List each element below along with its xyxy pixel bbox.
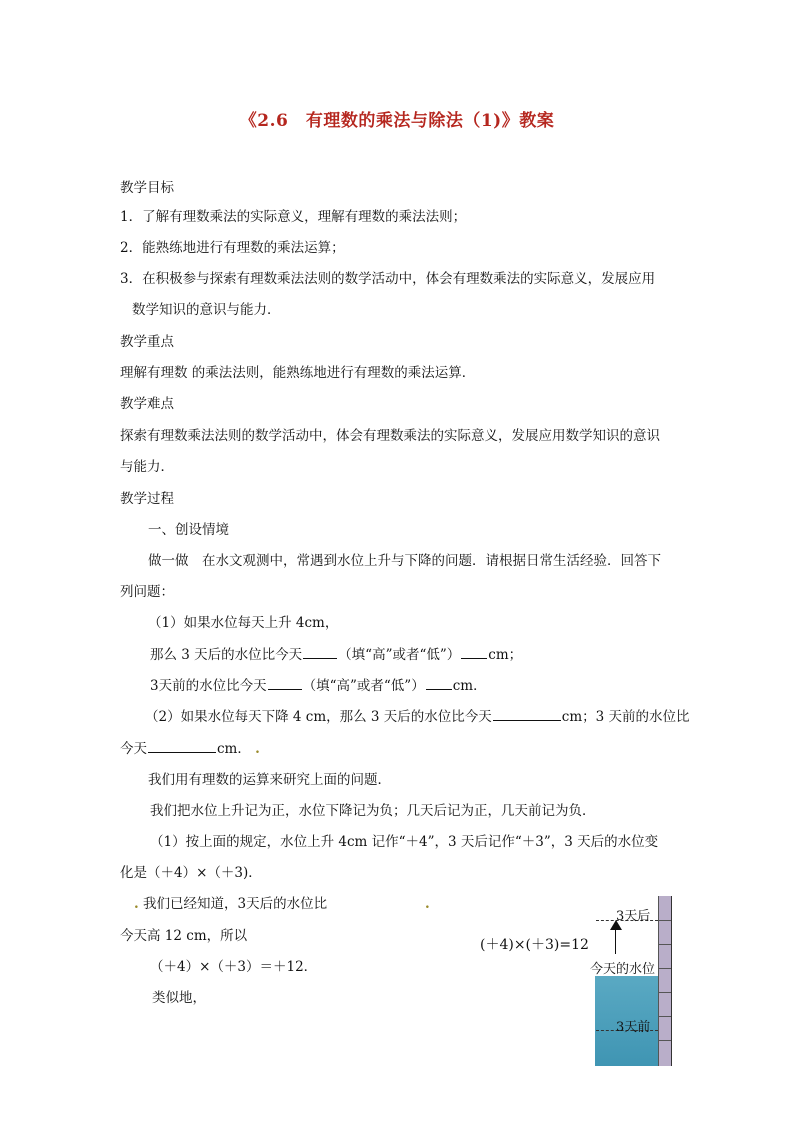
answer-blank[interactable]: [461, 645, 487, 659]
convention-line: 我们把水位上升记为正，水位下降记为负；几天后记为正，几天前记为负．: [150, 803, 596, 819]
key-points-text: 理解有理数 的乘法法则，能熟练地进行有理数的乘法运算．: [120, 365, 476, 381]
page-title: 《2.6 有理数的乘法与除法（1)》教案: [239, 111, 555, 131]
objective-item-3: 3．在积极参与探索有理数乘法法则的数学活动中，体会有理数乘法的实际意义，发展应用: [120, 271, 656, 287]
objective-item-2: 2．能熟练地进行有理数的乘法运算；: [120, 240, 345, 256]
water-level-figure: [470, 892, 680, 1072]
answer-blank[interactable]: [303, 645, 337, 659]
stray-dot: .: [134, 896, 139, 912]
question-2b-unit: cm．: [217, 741, 251, 757]
question-1a: [150, 645, 522, 665]
label-today-level: 今天的水位: [590, 962, 656, 977]
question-1a-text: 那么 3 天后的水位比今天: [150, 647, 303, 663]
label-3-days-before: 3天前: [616, 1020, 651, 1035]
question-1: （1）如果水位每天上升 4cm，: [148, 615, 339, 631]
known-line: [134, 894, 327, 914]
answer-blank[interactable]: [268, 676, 302, 690]
stray-dot: .: [255, 741, 260, 757]
question-1b: [150, 676, 487, 696]
difficulties-heading: 教学难点: [120, 396, 174, 412]
question-2: [145, 707, 690, 727]
stray-dot: .: [425, 896, 430, 912]
calc-line: （＋4）×（＋3）＝＋12．: [150, 959, 318, 975]
question-2-cont: [120, 739, 260, 759]
difficulties-line-2: 与能力．: [120, 459, 174, 475]
question-1b-hint: （填“高”或者“低”）: [302, 678, 425, 694]
known-text: 我们已经知道，3天后的水位比: [143, 896, 328, 912]
arrow-up-icon: [610, 920, 622, 930]
key-points-heading: 教学重点: [120, 334, 174, 350]
intro-line-2: 列问题：: [120, 584, 174, 600]
objective-item-1: 1．了解有理数乘法的实际意义，理解有理数的乘法法则；: [120, 209, 467, 225]
question-2-text: （2）如果水位每天下降 4 cm，那么 3 天后的水位比今天: [145, 709, 492, 725]
question-2b-text: 今天: [120, 741, 147, 757]
question-1a-hint: （填“高”或者“低”）: [338, 647, 461, 663]
process-heading: 教学过程: [120, 491, 174, 507]
section-heading: 一、创设情境: [148, 522, 229, 538]
question-1b-unit: cm．: [452, 678, 487, 694]
answer-blank[interactable]: [493, 707, 561, 721]
label-3-days-after: 3天后: [616, 909, 651, 924]
higher-line: 今天高 12 cm，所以: [120, 928, 248, 944]
figure-equation: (＋4)×(＋3)=12: [480, 937, 589, 953]
question-1b-text: 3天前的水位比今天: [150, 678, 267, 694]
measuring-scale: [658, 896, 671, 1066]
study-line: 我们用有理数的运算来研究上面的问题．: [148, 772, 391, 788]
similar-line: 类似地，: [152, 990, 206, 1006]
objective-item-3-cont: 数学知识的意识与能力．: [132, 302, 281, 318]
arrow-shaft: [615, 928, 616, 954]
difficulties-line-1: 探索有理数乘法法则的数学活动中，体会有理数乘法的实际意义，发展应用数学知识的意识: [120, 428, 660, 444]
rule-line-1: （1）按上面的规定，水位上升 4cm 记作“＋4”，3 天后记作“＋3”，3 天后的水位变: [150, 834, 659, 850]
question-1a-unit: cm；: [488, 647, 523, 663]
intro-line-1: 做一做 在水文观测中，常遇到水位上升与下降的问题．请根据日常生活经验．回答下: [148, 553, 661, 569]
question-2-text-cont: cm；3 天前的水位比: [561, 709, 690, 725]
objectives-heading: 教学目标: [120, 180, 174, 196]
rule-line-2: 化是（＋4）×（＋3)．: [120, 865, 262, 881]
answer-blank[interactable]: [426, 676, 452, 690]
answer-blank[interactable]: [148, 739, 216, 753]
